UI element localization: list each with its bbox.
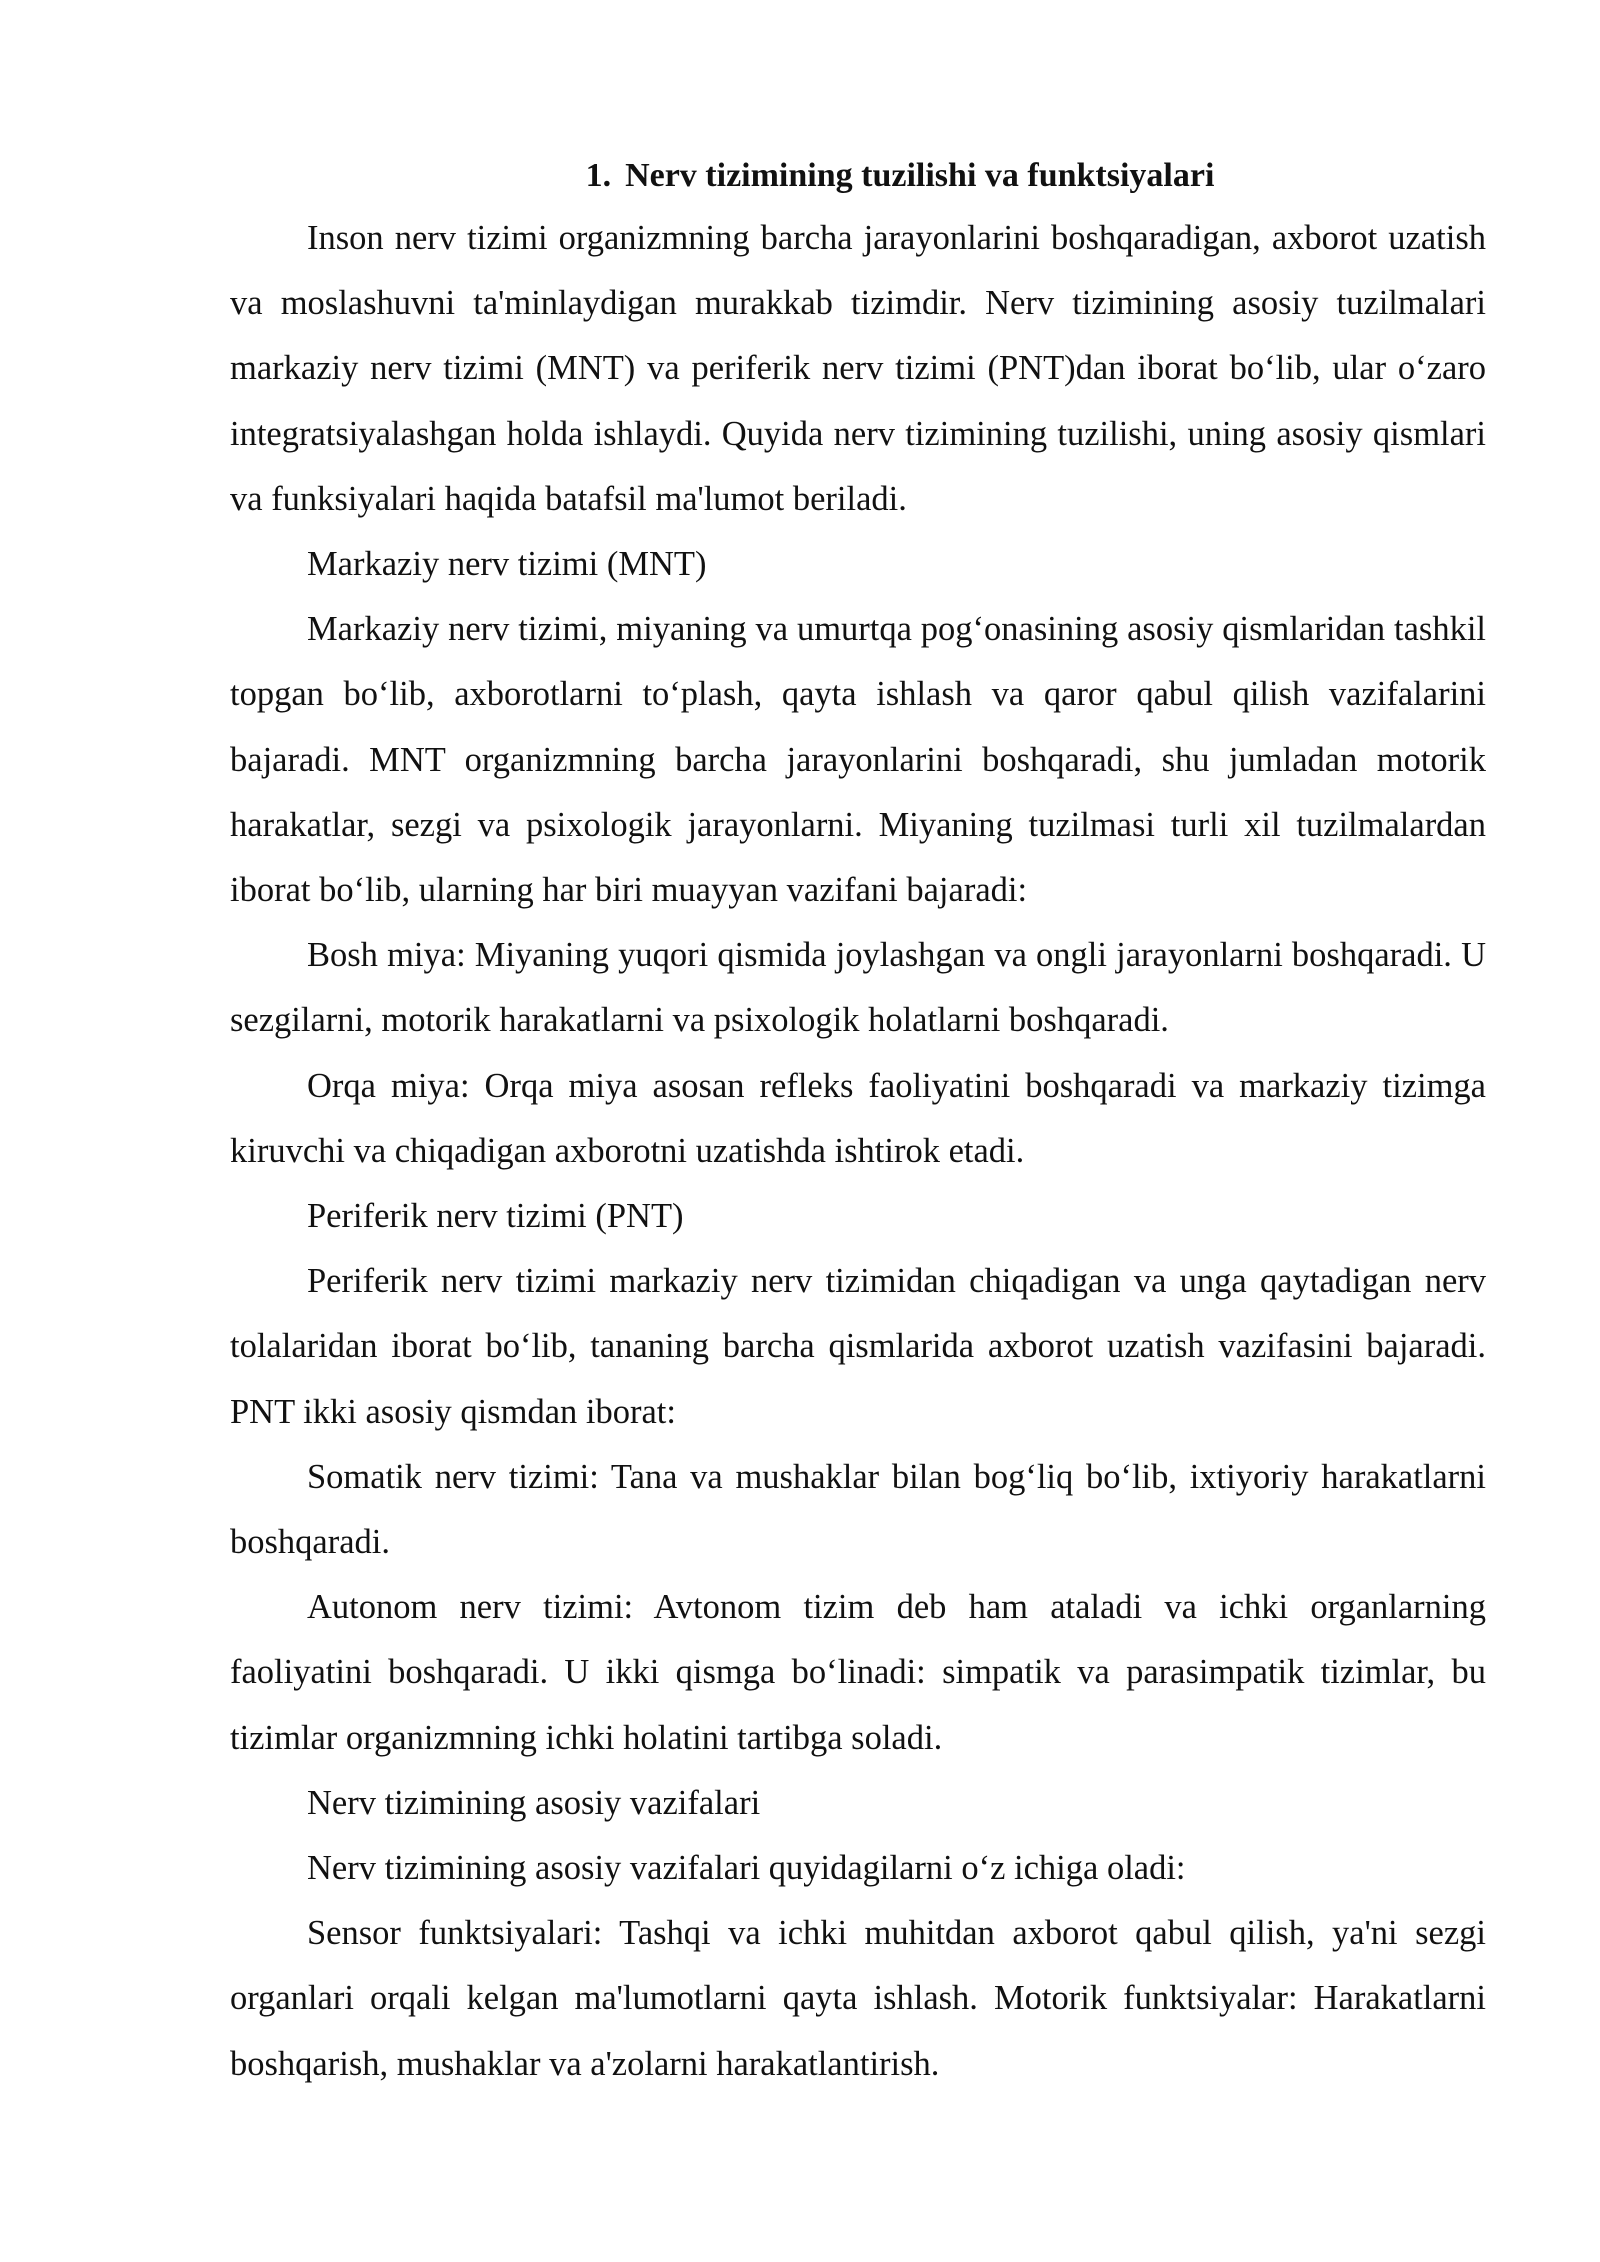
paragraph-somatik: Somatik nerv tizimi: Tana va mushaklar bilan bog‘liq bo‘lib, ixtiyoriy harakatlarni boshqaradi.	[230, 1457, 1486, 1562]
paragraph-sensor-motorik: Sensor funktsiyalari: Tashqi va ichki muhitdan axborot qabul qilish, ya'ni sezgi organlari orqali kelgan ma'lumotlarni qayta ishlash. Motorik funktsiyalar: Harakatlarni boshqarish, mushaklar va a'zolarni harakatlantirish.	[230, 1914, 1486, 2083]
paragraph-pnt: Periferik nerv tizimi markaziy nerv tizimidan chiqadigan va unga qaytadigan nerv tolalaridan iborat bo‘lib, tananing barcha qismlarida axborot uzatish vazifasini bajaradi. PNT ikki asosiy qismdan iborat:	[230, 1262, 1486, 1431]
paragraph-orqa-miya: Orqa miya: Orqa miya asosan refleks faoliyatini boshqaradi va markaziy tizimga kiruvchi va chiqadigan axborotni uzatishda ishtirok etadi.	[230, 1066, 1486, 1170]
paragraph-intro: Inson nerv tizimi organizmning barcha jarayonlarini boshqaradigan, axborot uzatish va moslashuvni ta'minlaydigan murakkab tizimdir. Nerv tizimining asosiy tuzilmalari markaziy nerv tizimi (MNT) va periferik nerv tizimi (PNT)dan iborat bo‘lib, ular o‘zaro integratsiyalashgan holda ishlaydi. Quyida nerv tizimining tuzilishi, uning asosiy qismlari va funksiyalari haqida batafsil ma'lumot beriladi.	[230, 219, 1486, 518]
section-heading	[230, 150, 1486, 202]
subheading-mnt: Markaziy nerv tizimi (MNT)	[307, 545, 707, 584]
heading-text: Nerv tizimining tuzilishi va funktsiyalari	[625, 157, 1215, 194]
subheading-vazifalar: Nerv tizimining asosiy vazifalari	[307, 1783, 761, 1822]
subheading-pnt: Periferik nerv tizimi (PNT)	[307, 1197, 684, 1236]
paragraph-bosh-miya: Bosh miya: Miyaning yuqori qismida joylashgan va ongli jarayonlarni boshqaradi. U sezgilarni, motorik harakatlarni va psixologik holatlarni boshqaradi.	[230, 936, 1486, 1040]
document-body	[230, 150, 1486, 2097]
paragraph-mnt: Markaziy nerv tizimi, miyaning va umurtqa pog‘onasining asosiy qismlaridan tashkil topgan bo‘lib, axborotlarni to‘plash, qayta ishlash va qaror qabul qilish vazifalarini bajaradi. MNT organizmning barcha jarayonlarini boshqaradi, shu jumladan motorik harakatlar, sezgi va psixologik jarayonlarni. Miyaning tuzilmasi turli xil tuzilmalardan iborat bo‘lib, ularning har biri muayyan vazifani bajaradi:	[230, 610, 1486, 910]
heading-number: 1.	[585, 157, 612, 194]
paragraph-autonom: Autonom nerv tizimi: Avtonom tizim deb ham ataladi va ichki organlarning faoliyatini boshqaradi. U ikki qismga bo‘linadi: simpatik va parasimpatik tizimlar, bu tizimlar organizmning ichki holatini tartibga soladi.	[230, 1588, 1486, 1757]
paragraph-vazifalar-intro: Nerv tizimining asosiy vazifalari quyidagilarni o‘z ichiga oladi:	[307, 1849, 1186, 1888]
